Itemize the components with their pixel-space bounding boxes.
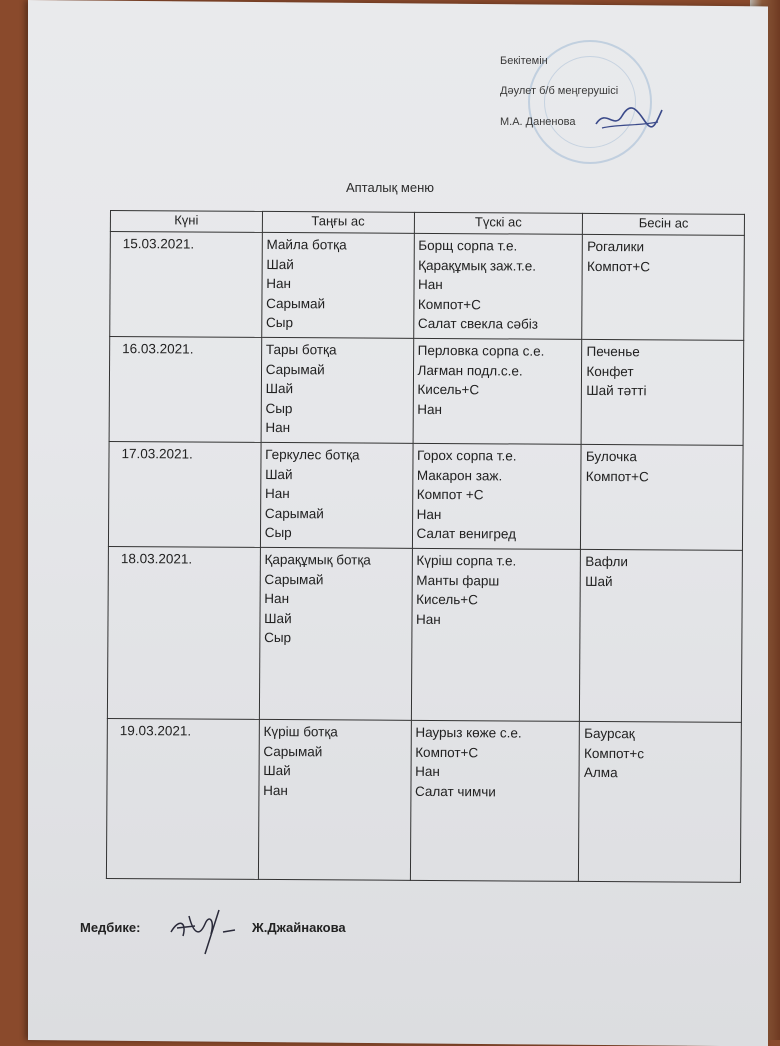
breakfast-item: Майла ботқа — [266, 236, 347, 253]
day-date-cell: 15.03.2021. — [110, 232, 262, 338]
table-row — [109, 337, 744, 446]
lunch-item: Кисель+С — [416, 591, 478, 608]
lunch-item: Нан — [415, 763, 440, 780]
column-header-breakfast: Таңғы ас — [262, 211, 414, 233]
breakfast-cell — [261, 232, 413, 338]
director-signature — [592, 100, 667, 135]
breakfast-item: Нан — [264, 485, 290, 502]
lunch-item: Күріш сорпа т.е. — [416, 552, 517, 569]
day-date-cell: 16.03.2021. — [109, 337, 261, 443]
snack-item: Компот+С — [586, 258, 651, 274]
breakfast-item: Сарымай — [266, 295, 326, 311]
snack-item: Шай тәтті — [586, 382, 647, 399]
breakfast-item: Геркулес ботқа — [265, 446, 360, 463]
lunch-item: Наурыз көже с.е. — [415, 724, 522, 741]
breakfast-item: Нан — [264, 590, 290, 607]
lunch-cell — [412, 443, 581, 549]
breakfast-item: Сыр — [264, 629, 292, 646]
breakfast-item: Шай — [263, 762, 291, 779]
breakfast-item: Шай — [264, 610, 292, 626]
approval-position: Дәулет б/б меңгерушісі — [500, 85, 619, 97]
lunch-item: Компот +С — [416, 486, 484, 503]
menu-table — [106, 210, 745, 883]
lunch-item: Нан — [418, 276, 443, 293]
snack-item: Баурсақ — [584, 725, 635, 742]
lunch-item: Горох сорпа т.е. — [416, 447, 517, 464]
column-header-day: Күні — [110, 211, 262, 233]
lunch-cell — [411, 548, 581, 721]
column-header-snack: Бесін ас — [583, 213, 745, 235]
snack-item: Булочка — [585, 448, 637, 465]
snack-item: Компот+с — [584, 745, 645, 761]
snack-item: Компот+С — [585, 468, 649, 484]
breakfast-item: Нан — [265, 419, 291, 436]
breakfast-item: Тары ботқа — [265, 341, 337, 358]
column-header-lunch: Түскі ас — [414, 212, 583, 234]
day-date-cell: 17.03.2021. — [108, 441, 260, 547]
lunch-cell — [410, 720, 580, 881]
document-title: Апталық меню — [345, 180, 435, 195]
snack-item: Рогалики — [587, 238, 645, 255]
breakfast-item: Шай — [265, 466, 293, 482]
lunch-cell — [413, 338, 582, 444]
lunch-item: Нан — [417, 401, 443, 417]
snack-item: Шай — [585, 573, 613, 589]
lunch-item: Нан — [415, 611, 441, 627]
snack-cell — [581, 444, 743, 550]
approval-heading: Бекітемін — [500, 55, 548, 67]
table-row — [106, 718, 741, 882]
breakfast-cell — [258, 719, 411, 880]
snack-cell — [579, 721, 742, 882]
table-row — [110, 232, 745, 341]
lunch-item: Салат чимчи — [414, 783, 496, 799]
lunch-item: Макарон заж. — [416, 467, 503, 483]
day-date-cell: 19.03.2021. — [106, 718, 259, 879]
breakfast-cell — [261, 337, 413, 443]
snack-item: Алма — [583, 764, 618, 781]
breakfast-item: Сарымай — [264, 505, 324, 521]
footer-name: Ж.Джайнакова — [252, 920, 346, 935]
breakfast-item: Сыр — [265, 400, 293, 416]
breakfast-item: Шай — [265, 380, 294, 397]
lunch-item: Қарақұмық заж.т.е. — [418, 257, 537, 274]
lunch-item: Перловка сорпа с.е. — [417, 342, 545, 359]
lunch-item: Кисель+С — [417, 381, 480, 398]
nurse-signature — [165, 902, 245, 957]
lunch-item: Лағман подл.с.е. — [417, 362, 523, 379]
breakfast-item: Нан — [263, 782, 288, 798]
lunch-item: Компот+С — [415, 744, 479, 760]
breakfast-item: Күріш ботқа — [263, 723, 338, 740]
snack-item: Конфет — [586, 363, 634, 379]
breakfast-item: Сарымай — [264, 571, 324, 587]
breakfast-item: Сыр — [265, 314, 294, 331]
breakfast-cell — [260, 442, 412, 548]
snack-cell — [580, 549, 743, 722]
snack-cell — [582, 234, 744, 340]
day-date-cell: 18.03.2021. — [107, 546, 260, 719]
lunch-cell — [413, 233, 582, 339]
table-row — [108, 441, 743, 550]
lunch-item: Нан — [416, 506, 442, 522]
breakfast-item: Сарымай — [263, 743, 323, 759]
lunch-item: Борщ сорпа т.е. — [418, 237, 518, 254]
breakfast-item: Нан — [266, 275, 292, 292]
snack-cell — [581, 339, 743, 445]
table-row — [107, 546, 742, 722]
lunch-item: Компот+С — [417, 296, 482, 312]
lunch-item: Манты фарш — [416, 572, 500, 588]
breakfast-item: Сыр — [264, 524, 292, 541]
breakfast-item: Қарақұмық ботқа — [264, 551, 371, 568]
approval-name: М.А. Даненова — [500, 116, 576, 128]
footer-role: Медбике: — [80, 920, 141, 935]
snack-item: Вафли — [585, 553, 629, 570]
breakfast-item: Шай — [266, 256, 294, 272]
lunch-item: Салат свекла сәбіз — [417, 315, 538, 332]
snack-item: Печенье — [586, 343, 640, 360]
breakfast-item: Сарымай — [265, 361, 325, 377]
breakfast-cell — [259, 547, 412, 720]
lunch-item: Салат венигред — [416, 525, 517, 542]
